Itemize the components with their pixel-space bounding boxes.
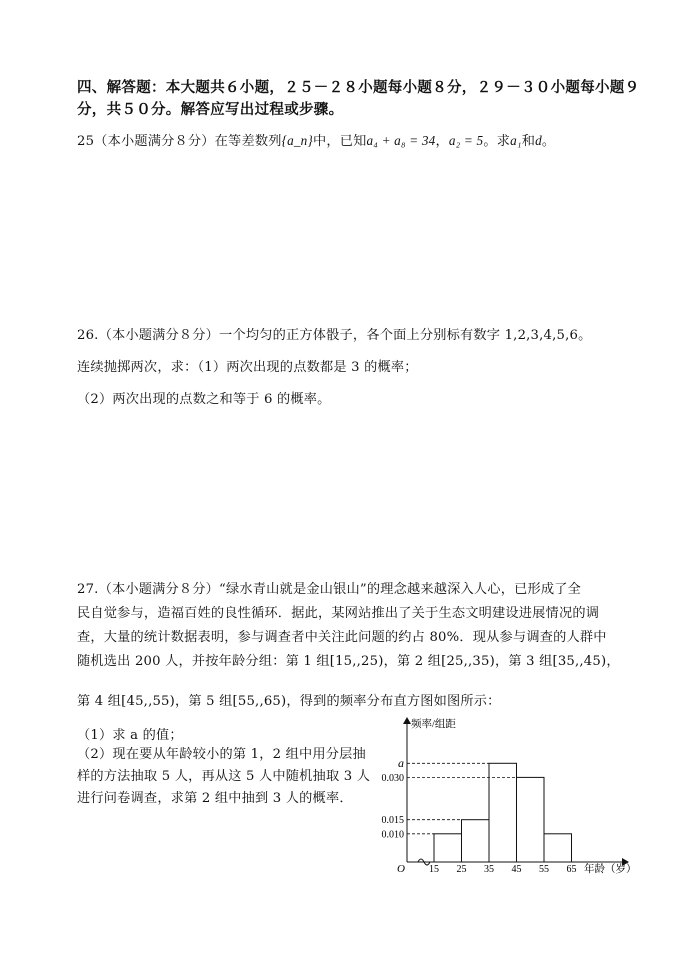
histogram-bar-3 bbox=[489, 763, 517, 862]
q25-condition-2: a₂ = 5 bbox=[448, 133, 484, 148]
y-tick-label-3: 0.015 bbox=[381, 815, 404, 827]
q25-sep: ， bbox=[435, 134, 449, 149]
q25-mid: 中，已知 bbox=[312, 134, 367, 149]
histogram-bar-1 bbox=[434, 834, 462, 862]
q26-line3: （2）两次出现的点数之和等于 6 的概率。 bbox=[77, 392, 331, 407]
q25-sequence: {a_n} bbox=[281, 133, 313, 148]
histogram-bar-2 bbox=[462, 820, 490, 862]
q27-line5: 第 4 组[45,,55)，第 5 组[55,,65)，得到的频率分布直方图如图所示： bbox=[77, 694, 501, 709]
q27-line2: 民自觉参与，造福百姓的良性循环．据此，某网站推出了关于生态文明建设进展情况的调 bbox=[77, 606, 600, 621]
q25-term-d: d bbox=[535, 133, 542, 148]
section-title-line2: 分，共５０分。解答应写出过程或步骤。 bbox=[77, 102, 344, 118]
q27-line1: 27.（本小题满分８分）“绿水青山就是金山银山”的理念越来越深入人心，已形成了全 bbox=[77, 582, 582, 597]
x-tick-label-65: 65 bbox=[566, 864, 577, 875]
origin-label: O bbox=[397, 863, 405, 875]
y-tick-label-1: a bbox=[398, 755, 404, 770]
q27-line4: 随机选出 200 人，并按年龄分组：第 1 组[15,,25)，第 2 组[25,,35)，第 3 组[35,,45)， bbox=[77, 654, 620, 669]
q26-line2: 连续抛掷两次，求：（1）两次出现的点数都是 3 的概率； bbox=[77, 360, 418, 375]
q27-line3: 查，大量的统计数据表明，参与调查者中关注此问题的约占 80%．现从参与调查的人群中 bbox=[77, 630, 607, 645]
q25-term-a1: a₁ bbox=[510, 133, 522, 148]
y-tick-label-2: 0.030 bbox=[381, 772, 404, 784]
y-tick-label-4: 0.010 bbox=[381, 829, 404, 841]
q25-ask: 。求 bbox=[483, 134, 511, 149]
x-tick-label-35: 35 bbox=[484, 864, 494, 875]
q26-line1: 26.（本小题满分８分）一个均匀的正方体骰子，各个面上分别标有数字 1,2,3,4,5,6。 bbox=[77, 328, 592, 343]
q25-and: 和 bbox=[521, 134, 536, 149]
histogram-bar-4 bbox=[517, 777, 545, 862]
q25-end: 。 bbox=[541, 134, 556, 149]
q27-subquestion-2-line1: （2）现在要从年龄较小的第 1，2 组中用分层抽 bbox=[77, 747, 366, 762]
q27-subquestion-2-line2: 样的方法抽取 5 人，再从这 5 人中随机抽取 3 人 bbox=[77, 769, 371, 784]
x-axis-label: 年龄（岁） bbox=[584, 864, 637, 875]
q25-condition-1: a₄ + a₈ = 34 bbox=[366, 133, 436, 148]
q25-prefix: 25（本小题满分８分）在等差数列 bbox=[77, 134, 282, 149]
x-tick-label-15: 15 bbox=[429, 864, 439, 875]
x-tick-label-45: 45 bbox=[511, 864, 522, 875]
q27-subquestion-1: （1）求 a 的值； bbox=[77, 728, 183, 743]
y-axis-label: 频率/组距 bbox=[411, 719, 456, 730]
histogram-bar-5 bbox=[544, 834, 572, 862]
x-tick-label-55: 55 bbox=[539, 864, 549, 875]
q27-subquestion-2-line3: 进行问卷调查，求第 2 组中抽到 3 人的概率． bbox=[77, 791, 353, 806]
frequency-histogram bbox=[370, 712, 640, 880]
x-tick-label-25: 25 bbox=[456, 864, 467, 875]
question-25 bbox=[77, 130, 555, 149]
section-title-line1: 四、解答题：本大题共６小题，２５－２８小题每小题８分，２９－３０小题每小题９ bbox=[77, 80, 640, 96]
